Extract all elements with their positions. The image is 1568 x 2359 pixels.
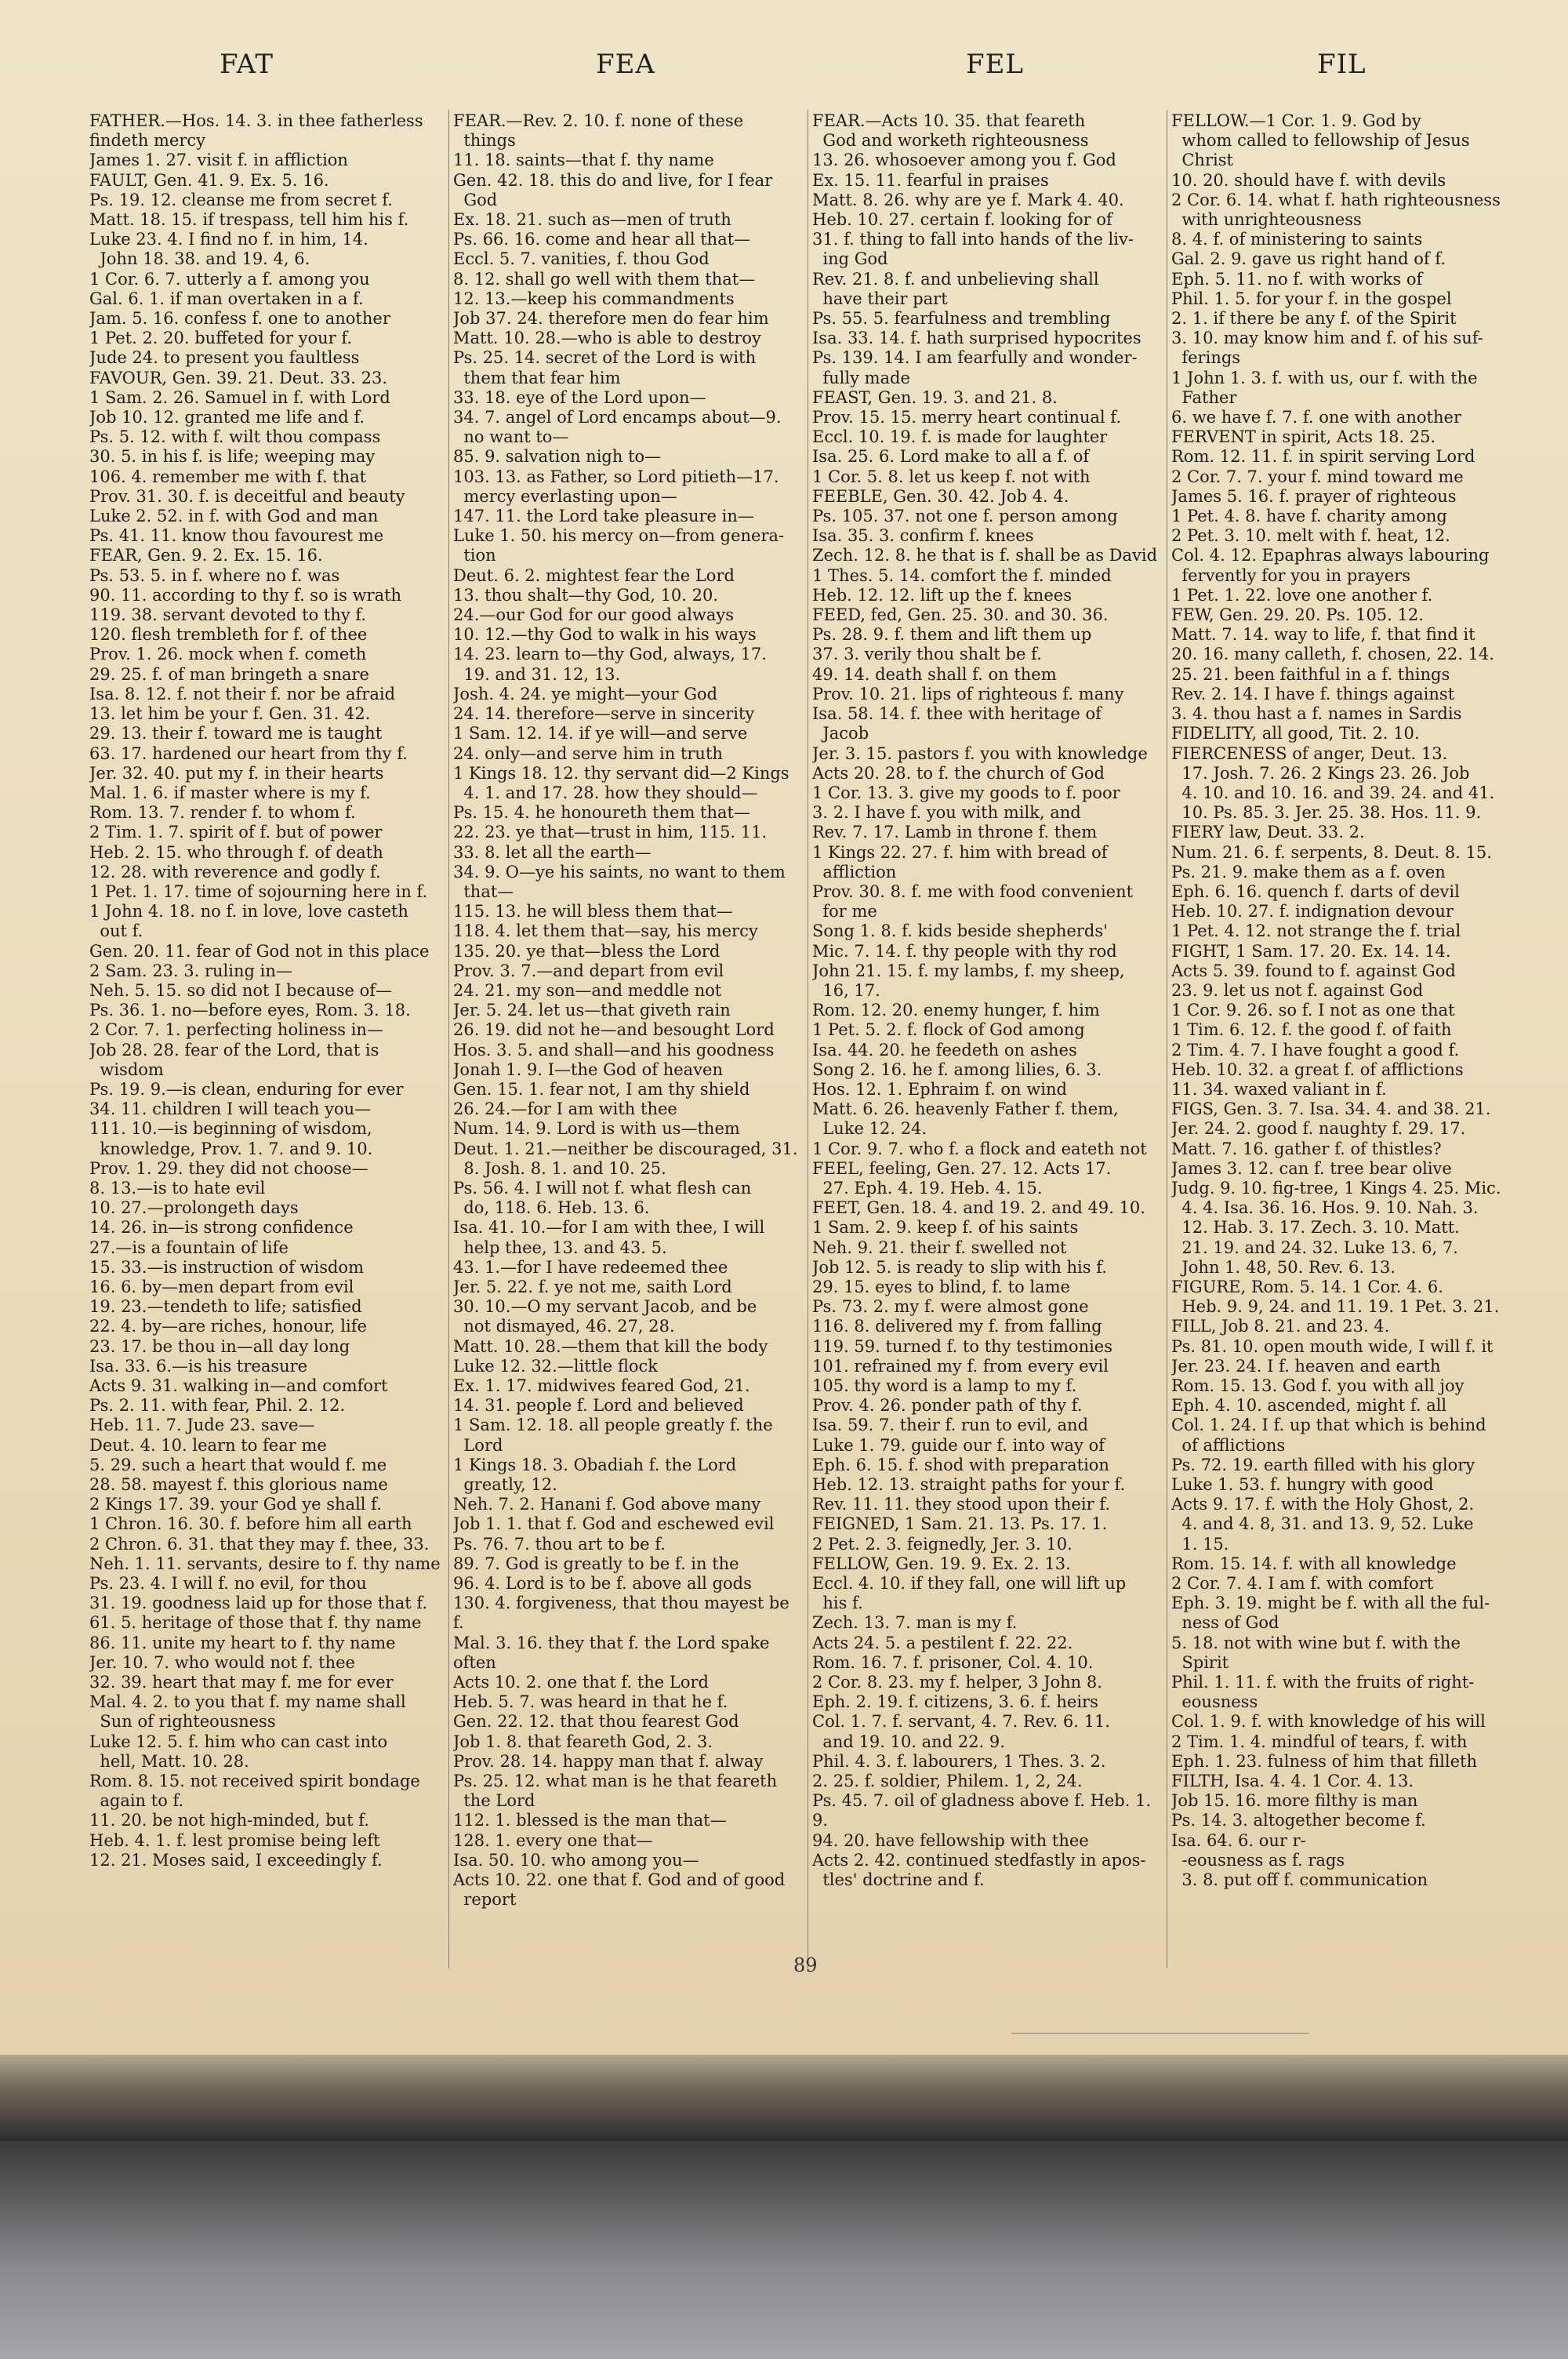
page-number: 89 xyxy=(793,1954,818,1976)
page-edge-shadow xyxy=(0,2055,1568,2141)
header-fea: FEA xyxy=(596,49,655,80)
header-fil: FIL xyxy=(1317,49,1367,80)
header-fel: FEL xyxy=(966,49,1024,80)
column-divider xyxy=(448,110,449,1968)
concordance-column-3: FEAR.—Acts 10. 35. that feareth God and worketh righteousness 13. 26. whosoever among you f. God Ex. 15. 11. fearful in praises Matt. 8. 26. why are ye f. Mark 4. 40. Heb. 10. 27. certain f. looking for of 31. f. thing to fall into hands of the liv- ing God Rev. 21. 8. f. and unbelieving shall have their part Ps. 55. 5. fearfulness and trembling Isa. 33. 14. f. hath surprised hypocrites Ps. 139. 14. I am fearfully and wonder- fully made FEAST, Gen. 19. 3. and 21. 8. Prov. 15. 15. merry heart continual f. Eccl. 10. 19. f. is made for laughter Isa. 25. 6. Lord make to all a f. of 1 Cor. 5. 8. let us keep f. not with FEEBLE, Gen. 30. 42. Job 4. 4. Ps. 105. 37. not one f. person among Isa. 35. 3. confirm f. knees Zech. 12. 8. he that is f. shall be as David 1 Thes. 5. 14. comfort the f. minded Heb. 12. 12. lift up the f. knees FEED, fed, Gen. 25. 30. and 30. 36. Ps. 28. 9. f. them and lift them up 37. 3. verily thou shalt be f. 49. 14. death shall f. on them Prov. 10. 21. lips of righteous f. many Isa. 58. 14. f. thee with heritage of Jacob Jer. 3. 15. pastors f. you with knowledge Acts 20. 28. to f. the church of God 1 Cor. 13. 3. give my goods to f. poor 3. 2. I have f. you with milk, and Rev. 7. 17. Lamb in throne f. them 1 Kings 22. 27. f. him with bread of affliction Prov. 30. 8. f. me with food convenient for me Song 1. 8. f. kids beside shepherds' Mic. 7. 14. f. thy people with thy rod John 21. 15. f. my lambs, f. my sheep, 16, 17. Rom. 12. 20. enemy hunger, f. him 1 Pet. 5. 2. f. flock of God among Isa. 44. 20. he feedeth on ashes Song 2. 16. he f. among lilies, 6. 3. Hos. 12. 1. Ephraim f. on wind Matt. 6. 26. heavenly Father f. them, Luke 12. 24. 1 Cor. 9. 7. who f. a flock and eateth not FEEL, feeling, Gen. 27. 12. Acts 17. 27. Eph. 4. 19. Heb. 4. 15. FEET, Gen. 18. 4. and 19. 2. and 49. 10. 1 Sam. 2. 9. keep f. of his saints Neh. 9. 21. their f. swelled not Job 12. 5. is ready to slip with his f. 29. 15. eyes to blind, f. to lame Ps. 73. 2. my f. were almost gone 116. 8. delivered my f. from falling 119. 59. turned f. to thy testimonies 101. refrained my f. from every evil 105. thy word is a lamp to my f. Prov. 4. 26. ponder path of thy f. Isa. 59. 7. their f. run to evil, and Luke 1. 79. guide our f. into way of Eph. 6. 15. f. shod with preparation Heb. 12. 13. straight paths for your f. Rev. 11. 11. they stood upon their f. FEIGNED, 1 Sam. 21. 13. Ps. 17. 1. 2 Pet. 2. 3. feignedly, Jer. 3. 10. FELLOW, Gen. 19. 9. Ex. 2. 13. Eccl. 4. 10. if they fall, one will lift up his f. Zech. 13. 7. man is my f. Acts 24. 5. a pestilent f. 22. 22. Rom. 16. 7. f. prisoner, Col. 4. 10. 2 Cor. 8. 23. my f. helper, 3 John 8. Eph. 2. 19. f. citizens, 3. 6. f. heirs Col. 1. 7. f. servant, 4. 7. Rev. 6. 11. and 19. 10. and 22. 9. Phil. 4. 3. f. labourers, 1 Thes. 3. 2. 2. 25. f. soldier, Philem. 1, 2, 24. Ps. 45. 7. oil of gladness above f. Heb. 1. 9. 94. 20. have fellowship with thee Acts 2. 42. continued stedfastly in apos- tles' doctrine and f. xyxy=(812,111,1158,1890)
background-surface xyxy=(0,2141,1568,2359)
running-header xyxy=(0,49,1568,96)
concordance-column-1: FATHER.—Hos. 14. 3. in thee fatherless findeth mercy James 1. 27. visit f. in affliction FAULT, Gen. 41. 9. Ex. 5. 16. Ps. 19. 12. cleanse me from secret f. Matt. 18. 15. if trespass, tell him his f. Luke 23. 4. I find no f. in him, 14. John 18. 38. and 19. 4, 6. 1 Cor. 6. 7. utterly a f. among you Gal. 6. 1. if man overtaken in a f. Jam. 5. 16. confess f. one to another 1 Pet. 2. 20. buffeted for your f. Jude 24. to present you faultless FAVOUR, Gen. 39. 21. Deut. 33. 23. 1 Sam. 2. 26. Samuel in f. with Lord Job 10. 12. granted me life and f. Ps. 5. 12. with f. wilt thou compass 30. 5. in his f. is life; weeping may 106. 4. remember me with f. that Prov. 31. 30. f. is deceitful and beauty Luke 2. 52. in f. with God and man Ps. 41. 11. know thou favourest me FEAR, Gen. 9. 2. Ex. 15. 16. Ps. 53. 5. in f. where no f. was 90. 11. according to thy f. so is wrath 119. 38. servant devoted to thy f. 120. flesh trembleth for f. of thee Prov. 1. 26. mock when f. cometh 29. 25. f. of man bringeth a snare Isa. 8. 12. f. not their f. nor be afraid 13. let him be your f. Gen. 31. 42. 29. 13. their f. toward me is taught 63. 17. hardened our heart from thy f. Jer. 32. 40. put my f. in their hearts Mal. 1. 6. if master where is my f. Rom. 13. 7. render f. to whom f. 2 Tim. 1. 7. spirit of f. but of power Heb. 2. 15. who through f. of death 12. 28. with reverence and godly f. 1 Pet. 1. 17. time of sojourning here in f. 1 John 4. 18. no f. in love, love casteth out f. Gen. 20. 11. fear of God not in this place 2 Sam. 23. 3. ruling in— Neh. 5. 15. so did not I because of— Ps. 36. 1. no—before eyes, Rom. 3. 18. 2 Cor. 7. 1. perfecting holiness in— Job 28. 28. fear of the Lord, that is wisdom Ps. 19. 9.—is clean, enduring for ever 34. 11. children I will teach you— 111. 10.—is beginning of wisdom, knowledge, Prov. 1. 7. and 9. 10. Prov. 1. 29. they did not choose— 8. 13.—is to hate evil 10. 27.—prolongeth days 14. 26. in—is strong confidence 27.—is a fountain of life 15. 33.—is instruction of wisdom 16. 6. by—men depart from evil 19. 23.—tendeth to life; satisfied 22. 4. by—are riches, honour, life 23. 17. be thou in—all day long Isa. 33. 6.—is his treasure Acts 9. 31. walking in—and comfort Ps. 2. 11. with fear, Phil. 2. 12. Heb. 11. 7. Jude 23. save— Deut. 4. 10. learn to fear me 5. 29. such a heart that would f. me 28. 58. mayest f. this glorious name 2 Kings 17. 39. your God ye shall f. 1 Chron. 16. 30. f. before him all earth 2 Chron. 6. 31. that they may f. thee, 33. Neh. 1. 11. servants, desire to f. thy name Ps. 23. 4. I will f. no evil, for thou 31. 19. goodness laid up for those that f. 61. 5. heritage of those that f. thy name 86. 11. unite my heart to f. thy name Jer. 10. 7. who would not f. thee 32. 39. heart that may f. me for ever Mal. 4. 2. to you that f. my name shall Sun of righteousness Luke 12. 5. f. him who can cast into hell, Matt. 10. 28. Rom. 8. 15. not received spirit bondage again to f. 11. 20. be not high-minded, but f. Heb. 4. 1. f. lest promise being left 12. 21. Moses said, I exceedingly f. xyxy=(89,111,441,1870)
footer-rule xyxy=(1011,2033,1309,2034)
header-fat: FAT xyxy=(220,49,274,80)
concordance-column-4: FELLOW.—1 Cor. 1. 9. God by whom called to fellowship of Jesus Christ 10. 20. should have f. with devils 2 Cor. 6. 14. what f. hath righteousness with unrighteousness 8. 4. f. of ministering to saints Gal. 2. 9. gave us right hand of f. Eph. 5. 11. no f. with works of Phil. 1. 5. for your f. in the gospel 2. 1. if there be any f. of the Spirit 3. 10. may know him and f. of his suf- ferings 1 John 1. 3. f. with us, our f. with the Father 6. we have f. 7. f. one with another FERVENT in spirit, Acts 18. 25. Rom. 12. 11. f. in spirit serving Lord 2 Cor. 7. 7. your f. mind toward me James 5. 16. f. prayer of righteous 1 Pet. 4. 8. have f. charity among 2 Pet. 3. 10. melt with f. heat, 12. Col. 4. 12. Epaphras always labouring fervently for you in prayers 1 Pet. 1. 22. love one another f. FEW, Gen. 29. 20. Ps. 105. 12. Matt. 7. 14. way to life, f. that find it 20. 16. many calleth, f. chosen, 22. 14. 25. 21. been faithful in a f. things Rev. 2. 14. I have f. things against 3. 4. thou hast a f. names in Sardis FIDELITY, all good, Tit. 2. 10. FIERCENESS of anger, Deut. 13. 17. Josh. 7. 26. 2 Kings 23. 26. Job 4. 10. and 10. 16. and 39. 24. and 41. 10. Ps. 85. 3. Jer. 25. 38. Hos. 11. 9. FIERY law, Deut. 33. 2. Num. 21. 6. f. serpents, 8. Deut. 8. 15. Ps. 21. 9. make them as a f. oven Eph. 6. 16. quench f. darts of devil Heb. 10. 27. f. indignation devour 1 Pet. 4. 12. not strange the f. trial FIGHT, 1 Sam. 17. 20. Ex. 14. 14. Acts 5. 39. found to f. against God 23. 9. let us not f. against God 1 Cor. 9. 26. so f. I not as one that 1 Tim. 6. 12. f. the good f. of faith 2 Tim. 4. 7. I have fought a good f. Heb. 10. 32. a great f. of afflictions 11. 34. waxed valiant in f. FIGS, Gen. 3. 7. Isa. 34. 4. and 38. 21. Jer. 24. 2. good f. naughty f. 29. 17. Matt. 7. 16. gather f. of thistles? James 3. 12. can f. tree bear olive Judg. 9. 10. fig-tree, 1 Kings 4. 25. Mic. 4. 4. Isa. 36. 16. Hos. 9. 10. Nah. 3. 12. Hab. 3. 17. Zech. 3. 10. Matt. 21. 19. and 24. 32. Luke 13. 6, 7. John 1. 48, 50. Rev. 6. 13. FIGURE, Rom. 5. 14. 1 Cor. 4. 6. Heb. 9. 9, 24. and 11. 19. 1 Pet. 3. 21. FILL, Job 8. 21. and 23. 4. Ps. 81. 10. open mouth wide, I will f. it Jer. 23. 24. I f. heaven and earth Rom. 15. 13. God f. you with all joy Eph. 4. 10. ascended, might f. all Col. 1. 24. I f. up that which is behind of afflictions Ps. 72. 19. earth filled with his glory Luke 1. 53. f. hungry with good Acts 9. 17. f. with the Holy Ghost, 2. 4. and 4. 8, 31. and 13. 9, 52. Luke 1. 15. Rom. 15. 14. f. with all knowledge 2 Cor. 7. 4. I am f. with comfort Eph. 3. 19. might be f. with all the ful- ness of God 5. 18. not with wine but f. with the Spirit Phil. 1. 11. f. with the fruits of right- eousness Col. 1. 9. f. with knowledge of his will 2 Tim. 1. 4. mindful of tears, f. with Eph. 1. 23. fulness of him that filleth FILTH, Isa. 4. 4. 1 Cor. 4. 13. Job 15. 16. more filthy is man Ps. 14. 3. altogether become f. Isa. 64. 6. our r- -eousness as f. rags 3. 8. put off f. communication xyxy=(1171,111,1501,1890)
concordance-column-2: FEAR.—Rev. 2. 10. f. none of these things 11. 18. saints—that f. thy name Gen. 42. 18. this do and live, for I fear God Ex. 18. 21. such as—men of truth Ps. 66. 16. come and hear all that— Eccl. 5. 7. vanities, f. thou God 8. 12. shall go well with them that— 12. 13.—keep his commandments Job 37. 24. therefore men do fear him Matt. 10. 28.—who is able to destroy Ps. 25. 14. secret of the Lord is with them that fear him 33. 18. eye of the Lord upon— 34. 7. angel of Lord encamps about—9. no want to— 85. 9. salvation nigh to— 103. 13. as Father, so Lord pitieth—17. mercy everlasting upon— 147. 11. the Lord take pleasure in— Luke 1. 50. his mercy on—from genera- tion Deut. 6. 2. mightest fear the Lord 13. thou shalt—thy God, 10. 20. 24.—our God for our good always 10. 12.—thy God to walk in his ways 14. 23. learn to—thy God, always, 17. 19. and 31. 12, 13. Josh. 4. 24. ye might—your God 24. 14. therefore—serve in sincerity 1 Sam. 12. 14. if ye will—and serve 24. only—and serve him in truth 1 Kings 18. 12. thy servant did—2 Kings 4. 1. and 17. 28. how they should— Ps. 15. 4. he honoureth them that— 22. 23. ye that—trust in him, 115. 11. 33. 8. let all the earth— 34. 9. O—ye his saints, no want to them that— 115. 13. he will bless them that— 118. 4. let them that—say, his mercy 135. 20. ye that—bless the Lord Prov. 3. 7.—and depart from evil 24. 21. my son—and meddle not Jer. 5. 24. let us—that giveth rain 26. 19. did not he—and besought Lord Hos. 3. 5. and shall—and his goodness Jonah 1. 9. I—the God of heaven Gen. 15. 1. fear not, I am thy shield 26. 24.—for I am with thee Num. 14. 9. Lord is with us—them Deut. 1. 21.—neither be discouraged, 31. 8. Josh. 8. 1. and 10. 25. Ps. 56. 4. I will not f. what flesh can do, 118. 6. Heb. 13. 6. Isa. 41. 10.—for I am with thee, I will help thee, 13. and 43. 5. 43. 1.—for I have redeemed thee Jer. 5. 22. f. ye not me, saith Lord 30. 10.—O my servant Jacob, and be not dismayed, 46. 27, 28. Matt. 10. 28.—them that kill the body Luke 12. 32.—little flock Ex. 1. 17. midwives feared God, 21. 14. 31. people f. Lord and believed 1 Sam. 12. 18. all people greatly f. the Lord 1 Kings 18. 3. Obadiah f. the Lord greatly, 12. Neh. 7. 2. Hanani f. God above many Job 1. 1. that f. God and eschewed evil Ps. 76. 7. thou art to be f. 89. 7. God is greatly to be f. in the 96. 4. Lord is to be f. above all gods 130. 4. forgiveness, that thou mayest be f. Mal. 3. 16. they that f. the Lord spake often Acts 10. 2. one that f. the Lord Heb. 5. 7. was heard in that he f. Gen. 22. 12. that thou fearest God Job 1. 8. that feareth God, 2. 3. Prov. 28. 14. happy man that f. alway Ps. 25. 12. what man is he that feareth the Lord 112. 1. blessed is the man that— 128. 1. every one that— Isa. 50. 10. who among you— Acts 10. 22. one that f. God and of good report xyxy=(453,111,798,1910)
